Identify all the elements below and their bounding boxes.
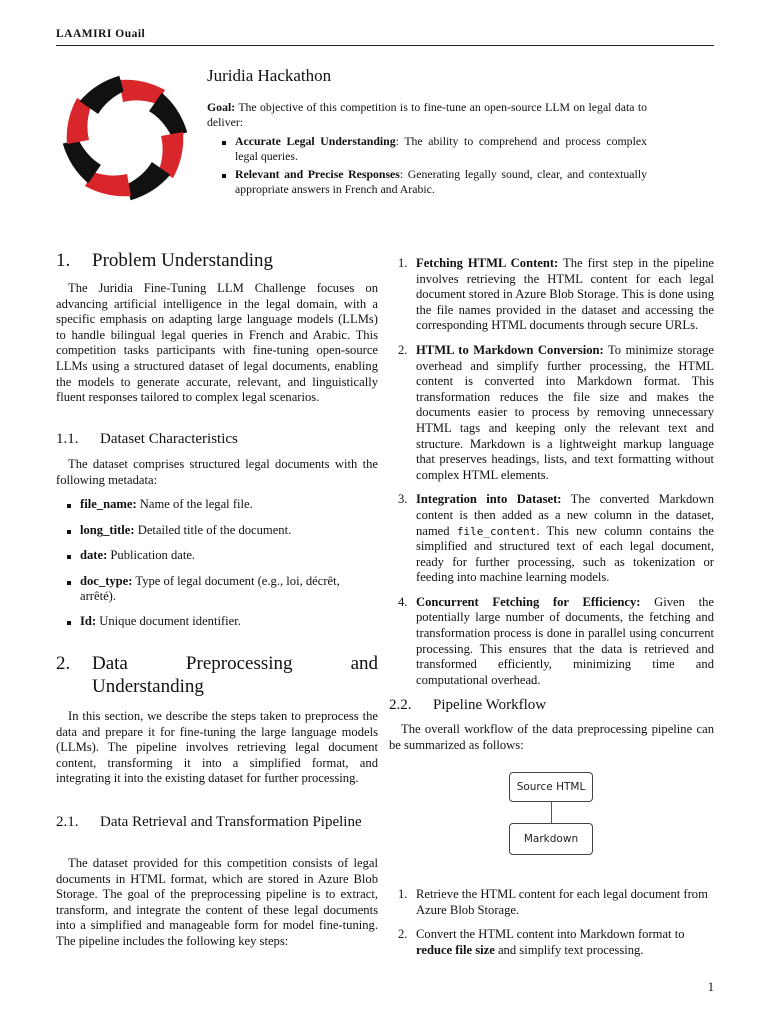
workflow-item: 2. Convert the HTML content into Markdown format to reduce file size and simplify text processing.: [398, 927, 685, 957]
running-header: [56, 22, 714, 46]
goal-block: [207, 100, 647, 207]
list-item: doc_type: Type of legal document (e.g., loi, décrêt, arrêté).: [66, 574, 376, 605]
diagram-box-markdown: Markdown: [509, 823, 593, 855]
metadata-list: [66, 497, 376, 640]
section-1-text: The Juridia Fine-Tuning LLM Challenge focuses on advancing artificial intelligence in the legal domain, with a specific emphasis on adapting large language models (LLMs) to handle bilingual legal queries in French and Arabic. This competition tasks participants with fine-tuning open-source LLMs using a structured dataset of legal documents, enabling the models to generate accurate, relevant, and linguistically fluent responses tailored to complex legal scenarios.: [56, 281, 378, 405]
workflow-item: 1. Retrieve the HTML content for each legal document from Azure Blob Storage.: [398, 887, 708, 917]
list-item: date: Publication date.: [66, 548, 376, 564]
list-item: Id: Unique document identifier.: [66, 614, 376, 630]
goal-item: Accurate Legal Understanding: The ability to comprehend and process complex legal queries.: [221, 134, 647, 164]
section-heading-1-1: 1.1. Dataset Characteristics: [56, 431, 238, 447]
juridia-logo: [62, 75, 188, 201]
list-item: long_title: Detailed title of the document.: [66, 523, 376, 539]
goal-item: Relevant and Precise Responses: Generating legally sound, clear, and contextually appropriate answers in French and Arabic.: [221, 167, 647, 197]
goal-label: Goal:: [207, 100, 236, 114]
diagram-box-source-html: Source HTML: [509, 772, 593, 802]
document-title: Juridia Hackathon: [207, 66, 332, 85]
step-item: 2. HTML to Markdown Conversion: To minimize storage overhead and simplify further processing, the HTML content is converted into Markdown format. This transformation reduces the file size and makes the documents easier to process by removing unnecessary HTML tags and keeping only the relevant text and structure. Markdown is a lightweight markup language that preserves headings, lists, and text formatting without complex HTML elements.: [398, 342, 714, 482]
section-2-2-text: The overall workflow of the data preprocessing pipeline can be summarized as follows:: [389, 722, 714, 752]
step-item: 3. Integration into Dataset: The converted Markdown content is then added as a new column in the dataset, named file_content. This new column contains the simplified and structured text of each legal document, ready for further processing, such as tokenization or feeding into machine learning models.: [398, 492, 714, 585]
section-heading-2: 2. Data Preprocessing and Understanding: [56, 653, 378, 697]
workflow-steps: [398, 887, 714, 967]
step-item: 1. Fetching HTML Content: The first step in the pipeline involves retrieving the HTML content for each legal document stored in Azure Blob Storage. This is done using the file names provided in the dataset and accessing the corresponding HTML documents through secure URLs.: [398, 256, 714, 333]
author: LAAMIRI Ouail: [56, 28, 146, 40]
page-number: 1: [707, 980, 714, 994]
section-heading-2-1: 2.1. Data Retrieval and Transformation Pipeline: [56, 814, 362, 830]
step-item: 4. Concurrent Fetching for Efficiency: Given the potentially large number of documents, the fetching and transformation process is done in parallel using concurrent processing. This ensures that the data is retrieved and transformed efficiently, minimizing time and computational overhead.: [398, 594, 714, 687]
goal-text: The objective of this competition is to fine-tune an open-source LLM on legal data to deliver:: [207, 100, 647, 129]
section-2-text: In this section, we describe the steps taken to preprocess the data and prepare it for fine-tuning the large language models (LLMs). The pipeline involves retrieving legal document content, transforming it into a simplified format, and integrating it into the existing dataset for further processing.: [56, 709, 378, 786]
diagram-arrow: [551, 801, 552, 823]
list-item: file_name: Name of the legal file.: [66, 497, 376, 513]
section-1-1-text: The dataset comprises structured legal documents with the following metadata:: [56, 457, 378, 487]
section-heading-1: 1. Problem Understanding: [56, 250, 274, 271]
section-2-1-text: The dataset provided for this competition consists of legal documents in HTML format, which are stored in Azure Blob Storage. The goal of the preprocessing pipeline is to extract, transform, and integrate the content of these legal documents into a simplified and manageable form for model fine-tuning. The pipeline includes the following key steps:: [56, 856, 378, 948]
section-heading-2-2: 2.2. Pipeline Workflow: [389, 697, 547, 713]
pipeline-steps: [398, 256, 714, 697]
